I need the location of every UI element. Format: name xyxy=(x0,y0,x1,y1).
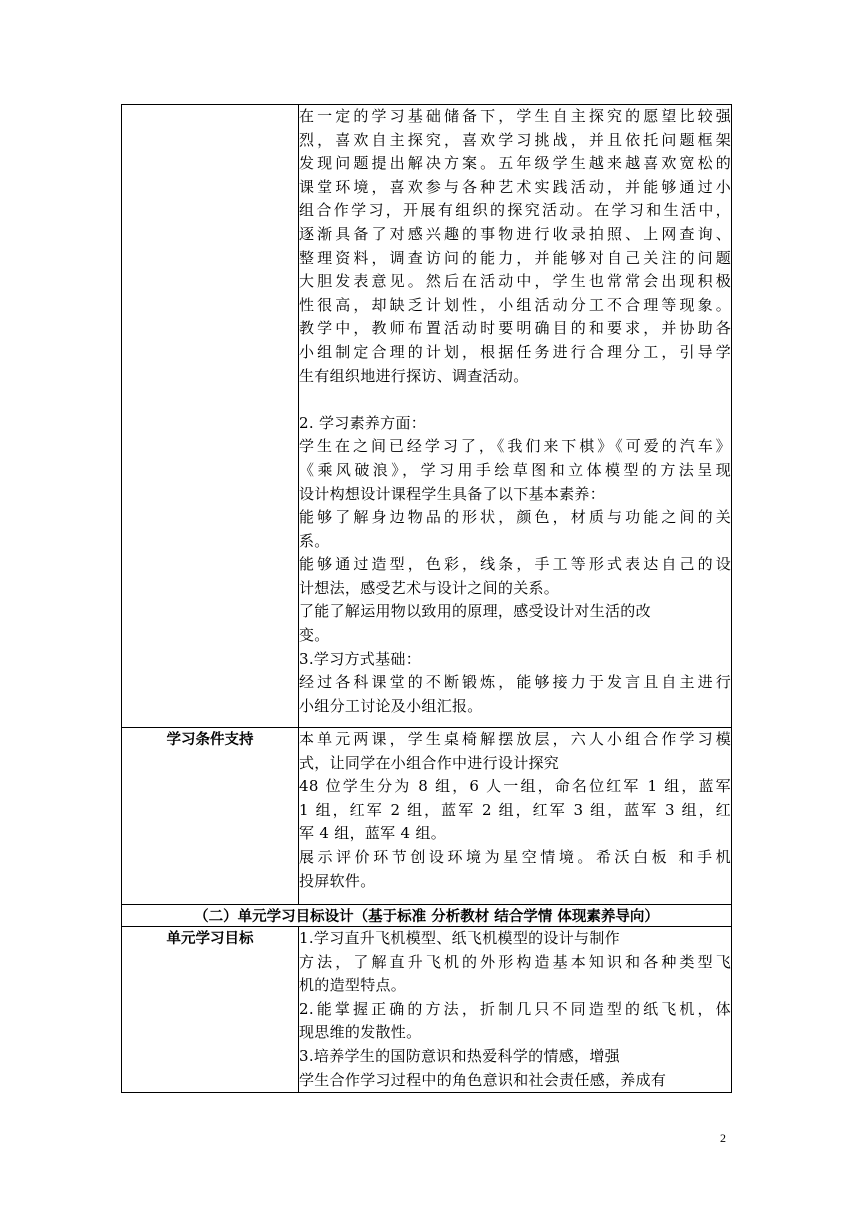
text-line: 组合作学习，开展有组织的探究活动。在学习和生活中， xyxy=(299,201,731,220)
unit-goals-content xyxy=(299,927,732,1093)
text-line: 展示评价环节创设环境为星空情境。希沃白板 和手机 xyxy=(299,847,731,866)
text-line: 1 组，红军 2 组，蓝军 2 组，红军 3 组，蓝军 3 组，红 xyxy=(299,800,731,819)
text-line: 本单元两课，学生桌椅解摆放层，六人小组合作学习模 xyxy=(299,730,731,748)
table-row xyxy=(122,905,732,927)
text-line: 小组制定合理的计划，根据任务进行合理分工，引导学 xyxy=(299,342,731,361)
text-line: 机的造型特点。 xyxy=(299,976,407,995)
learning-conditions-content xyxy=(299,728,732,905)
text-line: 现思维的发散性。 xyxy=(299,1023,422,1042)
text-line: 3.培养学生的国防意识和热爱科学的情感，增强 xyxy=(299,1046,620,1065)
text-line: 小组分工讨论及小组汇报。 xyxy=(299,696,483,715)
table-row xyxy=(122,105,732,728)
text-line: 逐渐具备了对感兴趣的事物进行收录拍照、上网查询、 xyxy=(299,224,731,243)
text-line: 大胆发表意见。然后在活动中，学生也常常会出现积极 xyxy=(299,272,731,291)
text-line: 军 4 组，蓝军 4 组。 xyxy=(299,824,447,843)
text-line: 系。 xyxy=(299,531,330,550)
text-line: 式，让同学在小组合作中进行设计探究 xyxy=(299,753,560,772)
text-line: 设计构想设计课程学生具备了以下基本素养： xyxy=(299,484,606,503)
unit-goals-lines xyxy=(299,927,731,1092)
text-line: 课堂环境，喜欢参与各种艺术实践活动，并能够通过小 xyxy=(299,177,731,196)
text-line: 发现问题提出解决方案。五年级学生越来越喜欢宽松的 xyxy=(299,154,731,173)
text-line: 教学中，教师布置活动时要明确目的和要求，并协助各 xyxy=(299,319,731,338)
text-line: 经过各科课堂的不断锻炼，能够接力于发言且自主进行 xyxy=(299,673,731,692)
learning-analysis-content xyxy=(299,105,732,728)
text-line: 2. 学习素养方面： xyxy=(299,413,427,432)
text-line: 生有组织地进行探访、调查活动。 xyxy=(299,366,529,385)
text-line: 投屏软件。 xyxy=(299,871,376,890)
row-label-unit-goals: 单元学习目标 xyxy=(122,927,299,1093)
table-row xyxy=(122,728,732,905)
text-line: 计想法，感受艺术与设计之间的关系。 xyxy=(299,578,560,597)
text-line: 能够通过造型，色彩，线条，手工等形式表达自己的设 xyxy=(299,555,731,574)
text-line: 方法，了解直升飞机的外形构造基本知识和各种类型飞 xyxy=(299,952,731,971)
text-line: 3.学习方式基础： xyxy=(299,649,422,668)
learning-conditions-lines xyxy=(299,728,731,893)
lesson-plan-table xyxy=(121,104,732,1093)
text-line: 1.学习直升飞机模型、纸飞机模型的设计与制作 xyxy=(299,929,620,947)
text-line: 能够了解身边物品的形状，颜色，材质与功能之间的关 xyxy=(299,508,731,527)
text-line: 48 位学生分为 8 组，6 人一组，命名位红军 1 组，蓝军 xyxy=(299,777,731,796)
text-line: 了能了解运用物以致用的原理，感受设计对生活的改 xyxy=(299,602,651,621)
text-line: 2.能掌握正确的方法，折制几只不同造型的纸飞机，体 xyxy=(299,999,731,1018)
row-label-learning-conditions: 学习条件支持 xyxy=(122,728,299,905)
text-line xyxy=(299,388,731,412)
text-line: 在一定的学习基础储备下，学生自主探究的愿望比较强 xyxy=(299,107,731,125)
section-heading-unit-goals: （二）单元学习目标设计（基于标准 分析教材 结合学情 体现素养导向） xyxy=(122,905,732,927)
text-line: 学生在之间已经学习了，《我们来下棋》《可爱的汽车》 xyxy=(299,437,731,456)
row-label-learning-analysis xyxy=(122,105,299,728)
text-line: 《乘风破浪》，学习用手绘草图和立体模型的方法呈现 xyxy=(299,460,731,479)
learning-analysis-lines xyxy=(299,105,731,718)
text-line: 学生合作学习过程中的角色意识和社会责任感，养成有 xyxy=(299,1070,667,1089)
text-line: 整理资料，调查访问的能力，并能够对自己关注的问题 xyxy=(299,248,731,267)
text-line: 性很高，却缺乏计划性，小组活动分工不合理等现象。 xyxy=(299,295,731,314)
text-line: 变。 xyxy=(299,626,330,645)
page-number: 2 xyxy=(720,1131,726,1145)
text-line: 烈，喜欢自主探究，喜欢学习挑战，并且依托问题框架 xyxy=(299,130,731,149)
table-row xyxy=(122,927,732,1093)
